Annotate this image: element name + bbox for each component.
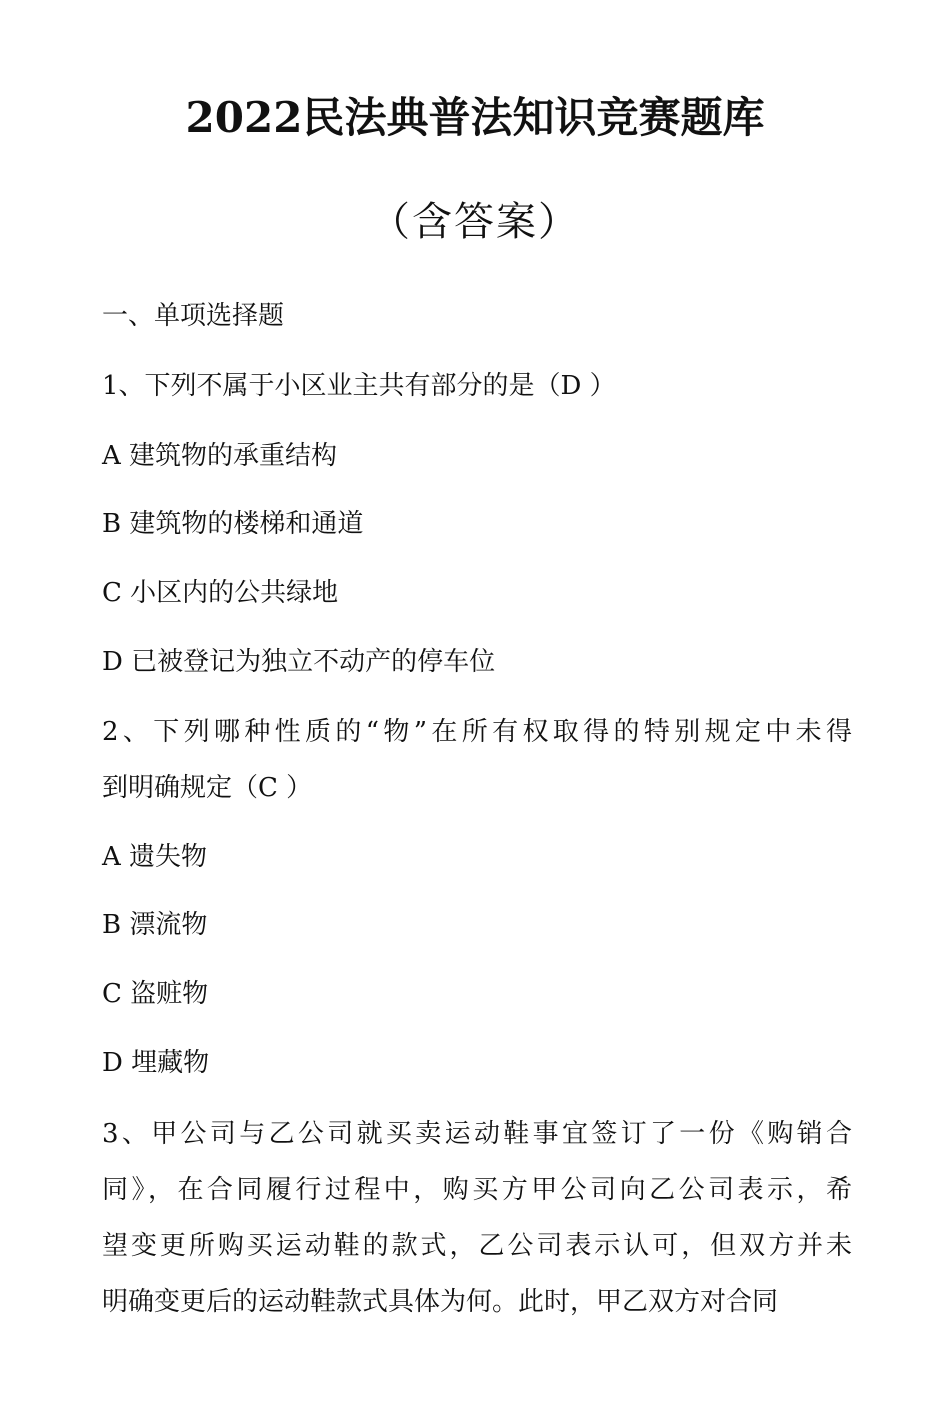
question-3-stem-line-3: 望变更所购买运动鞋的款式，乙公司表示认可，但双方并未 xyxy=(102,1231,852,1261)
question-1-option-c: C 小区内的公共绿地 xyxy=(102,578,339,608)
question-3-stem-line-1: 3、甲公司与乙公司就买卖运动鞋事宜签订了一份《购销合 xyxy=(102,1119,852,1149)
question-2-option-a: A 遗失物 xyxy=(102,842,208,872)
question-2-option-b: B 漂流物 xyxy=(102,910,208,940)
section-heading: 一、单项选择题 xyxy=(102,301,285,331)
question-2-stem-line-1: 2、下列哪种性质的“物”在所有权取得的特别规定中未得 xyxy=(102,717,852,747)
question-1-stem: 1、下列不属于小区业主共有部分的是（D ） xyxy=(102,371,616,401)
question-3-stem-line-4: 明确变更后的运动鞋款式具体为何。此时，甲乙双方对合同 xyxy=(102,1287,779,1317)
question-2-option-d: D 埋藏物 xyxy=(102,1048,210,1078)
question-1-option-d: D 已被登记为独立不动产的停车位 xyxy=(102,647,496,677)
question-3-stem-line-2: 同》，在合同履行过程中，购买方甲公司向乙公司表示，希 xyxy=(102,1175,852,1205)
question-2-stem-line-2: 到明确规定（C ） xyxy=(102,773,313,803)
question-1-option-a: A 建筑物的承重结构 xyxy=(102,441,338,471)
question-2-option-c: C 盗赃物 xyxy=(102,979,209,1009)
document-subtitle: （含答案） xyxy=(370,199,580,245)
question-1-option-b: B 建筑物的楼梯和通道 xyxy=(102,509,364,539)
document-title: 2022民法典普法知识竞赛题库 xyxy=(185,93,765,142)
